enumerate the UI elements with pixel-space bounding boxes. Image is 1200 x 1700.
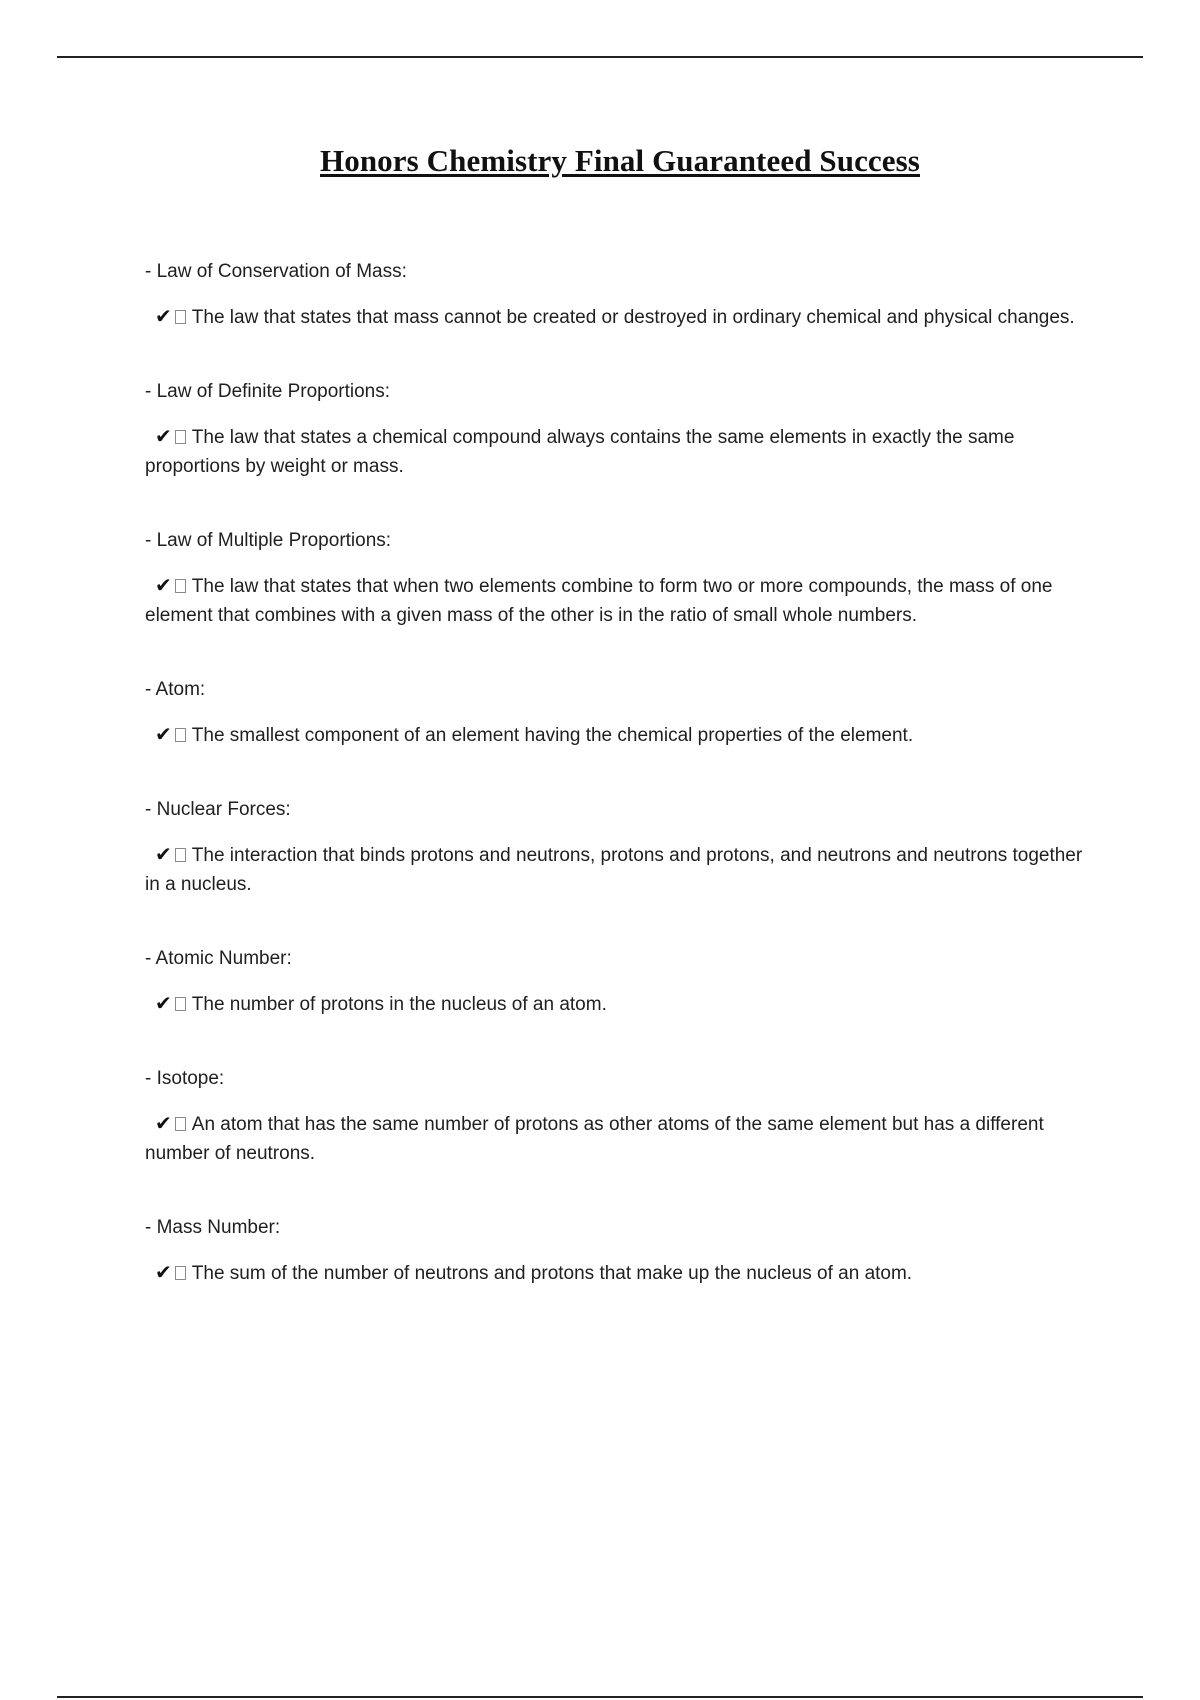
term-label: - Law of Conservation of Mass: xyxy=(145,261,407,282)
term-label: - Atom: xyxy=(145,679,206,700)
checkmark-icon: ✔ xyxy=(155,426,172,448)
checkmark-icon: ✔ xyxy=(155,575,172,597)
checkmark-icon: ✔ xyxy=(155,306,172,328)
definition-text: The smallest component of an element having the chemical properties of the element. xyxy=(191,725,914,746)
definition-text: The law that states that mass cannot be created or destroyed in ordinary chemical and physical changes. xyxy=(191,307,1075,328)
flashcard-entry xyxy=(145,676,1100,750)
definition xyxy=(145,1110,1100,1168)
flashcard-entry xyxy=(145,258,1100,332)
term-label: - Law of Definite Proportions: xyxy=(145,381,391,402)
flashcard-entry xyxy=(145,527,1100,630)
flashcard-entry xyxy=(145,945,1100,1019)
term-label: - Isotope: xyxy=(145,1068,225,1089)
page-title: Honors Chemistry Final Guaranteed Success xyxy=(320,143,920,178)
term-label: - Nuclear Forces: xyxy=(145,799,291,820)
empty-box-icon xyxy=(175,997,186,1011)
checkmark-icon: ✔ xyxy=(155,1262,172,1284)
definition xyxy=(145,841,1100,899)
flashcard-entry xyxy=(145,378,1100,481)
term-label: - Mass Number: xyxy=(145,1217,281,1238)
checkmark-icon: ✔ xyxy=(155,993,172,1015)
definition-text: An atom that has the same number of protons as other atoms of the same element but has a different number of neutrons. xyxy=(145,1114,1044,1164)
definition xyxy=(145,721,1100,750)
term-label: - Atomic Number: xyxy=(145,948,292,969)
definition xyxy=(145,1259,1100,1288)
empty-box-icon xyxy=(175,310,186,324)
empty-box-icon xyxy=(175,848,186,862)
definition-text: The interaction that binds protons and neutrons, protons and protons, and neutrons and neutrons together in a nucleus. xyxy=(145,845,1083,895)
definition xyxy=(145,990,1100,1019)
flashcard-list xyxy=(145,258,1100,1334)
empty-box-icon xyxy=(175,430,186,444)
empty-box-icon xyxy=(175,1266,186,1280)
empty-box-icon xyxy=(175,1117,186,1131)
term-label: - Law of Multiple Proportions: xyxy=(145,530,392,551)
flashcard-entry xyxy=(145,1214,1100,1288)
checkmark-icon: ✔ xyxy=(155,844,172,866)
definition xyxy=(145,423,1100,481)
checkmark-icon: ✔ xyxy=(155,724,172,746)
definition-text: The law that states a chemical compound always contains the same elements in exactly the same proportions by weight or mass. xyxy=(145,427,1015,477)
bottom-rule xyxy=(57,1696,1143,1698)
empty-box-icon xyxy=(175,579,186,593)
flashcard-entry xyxy=(145,1065,1100,1168)
definition-text: The number of protons in the nucleus of an atom. xyxy=(191,994,607,1015)
flashcard-entry xyxy=(145,796,1100,899)
definition-text: The sum of the number of neutrons and protons that make up the nucleus of an atom. xyxy=(191,1263,913,1284)
definition xyxy=(145,572,1100,630)
top-rule xyxy=(57,56,1143,58)
empty-box-icon xyxy=(175,728,186,742)
checkmark-icon: ✔ xyxy=(155,1113,172,1135)
definition xyxy=(145,303,1100,332)
definition-text: The law that states that when two elements combine to form two or more compounds, the mass of one element that combines with a given mass of the other is in the ratio of small whole numbers. xyxy=(145,576,1053,626)
